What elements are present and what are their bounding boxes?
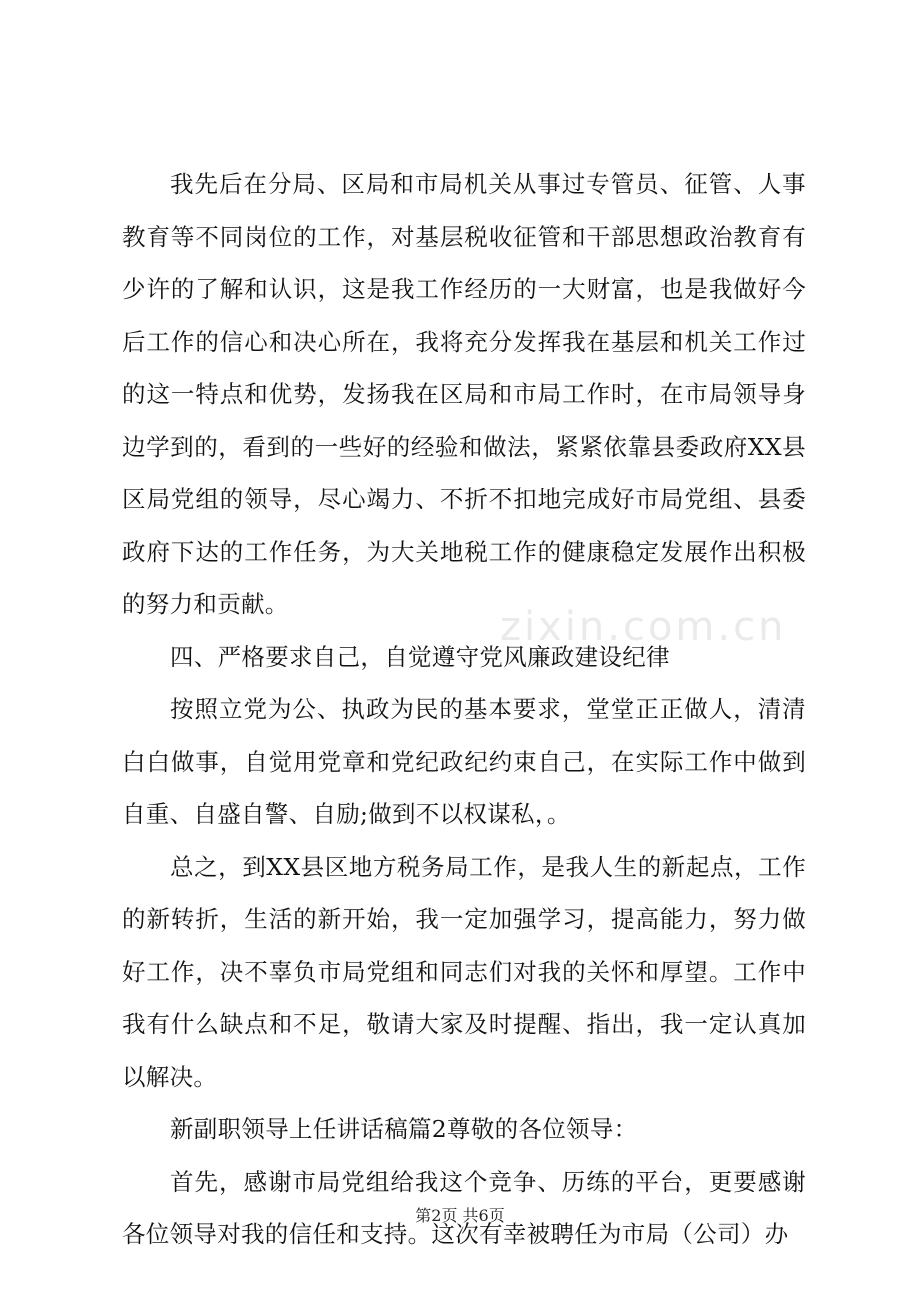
- paragraph-opening: 首先，感谢市局党组给我这个竞争、历练的平台，更要感谢各位领导对我的信任和支持。这次有幸被聘任为市局（公司）办: [122, 1167, 806, 1248]
- section-heading-discipline: 四、严格要求自己，自觉遵守党风廉政建设纪律: [170, 642, 670, 671]
- paragraph-conclusion: 总之，到XX县区地方税务局工作，是我人生的新起点，工作的新转折，生活的新开始，我一定加强学习，提高能力，努力做好工作，决不辜负市局党组和同志们对我的关怀和厚望。工作中我有什么缺点和不足，敬请大家及时提醒、指出，我一定认真加以解决。: [122, 852, 806, 1091]
- paragraph-conduct: 按照立党为公、执政为民的基本要求，堂堂正正做人，清清白白做事，自觉用党章和党纪政纪约束自己，在实际工作中做到自重、自盛自警、自励;做到不以权谋私，。: [122, 695, 806, 828]
- speech-title: 新副职领导上任讲话稿篇2尊敬的各位领导：: [170, 1115, 638, 1143]
- page-number-footer: 第2页 共6页: [415, 1206, 505, 1225]
- document-body: [122, 158, 806, 1261]
- paragraph-work-experience: 我先后在分局、区局和市局机关从事过专管员、征管、人事教育等不同岗位的工作，对基层税收征管和干部思想政治教育有少许的了解和认识，这是我工作经历的一大财富，也是我做好今后工作的信心和决心所在，我将充分发挥我在基层和机关工作过的这一特点和优势，发扬我在区局和市局工作时，在市局领导身边学到的，看到的一些好的经验和做法，紧紧依靠县委政府XX县区局党组的领导，尽心竭力、不折不扣地完成好市局党组、县委政府下达的工作任务，为大关地税工作的健康稳定发展作出积极的努力和贡献。: [122, 170, 806, 618]
- watermark: zixin.com.cn: [500, 604, 787, 650]
